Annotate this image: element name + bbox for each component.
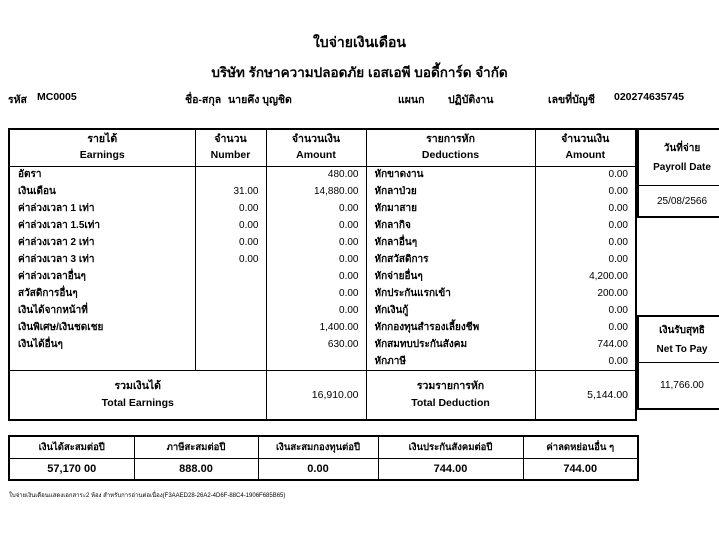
net-pay-label-th: เงินรับสุทธิ — [659, 324, 705, 336]
ytd-tax-header: ภาษีสะสมต่อปี — [134, 436, 258, 458]
earning-label-cell: ค่าล่วงเวลา 3 เท่า — [9, 251, 195, 268]
table-row — [9, 319, 636, 336]
deductions-column-header — [366, 129, 535, 166]
deduction-label-cell: หักลากิจ — [366, 217, 535, 234]
number-header-en: Number — [210, 148, 251, 161]
deduction-label-cell: หักสวัสดิการ — [366, 251, 535, 268]
deduction-amount-cell: 0.00 — [535, 217, 636, 234]
number-header-th: จำนวน — [214, 133, 247, 145]
ytd-income-value: 57,170 00 — [9, 458, 134, 480]
ytd-fund-header: เงินสะสมกองทุนต่อปี — [258, 436, 378, 458]
table-row — [9, 353, 636, 370]
deductions-header-en: Deductions — [421, 148, 480, 161]
summary-value-row — [9, 458, 638, 480]
amount-column-header — [266, 129, 366, 166]
earning-label-cell: อัตรา — [9, 166, 195, 183]
earning-label-cell: เงินพิเศษ/เงินชดเชย — [9, 319, 195, 336]
deduction-label-cell: หักเงินกู้ — [366, 302, 535, 319]
earning-amount-cell: 1,400.00 — [266, 319, 366, 336]
number-column-header — [195, 129, 266, 166]
total-earnings-label — [9, 370, 266, 420]
deduction-label-cell: หักสมทบประกันสังคม — [366, 336, 535, 353]
earning-amount-cell: 0.00 — [266, 302, 366, 319]
table-row — [9, 183, 636, 200]
deduction-amount-cell: 4,200.00 — [535, 268, 636, 285]
account-number-value: 020274635745 — [614, 91, 685, 103]
earning-label-cell: สวัสดิการอื่นๆ — [9, 285, 195, 302]
earning-label-cell — [9, 353, 195, 370]
table-row — [9, 166, 636, 183]
earning-amount-cell — [266, 353, 366, 370]
totals-row — [9, 370, 636, 420]
summary-header-row — [9, 436, 638, 458]
deduction-label-cell: หักประกันแรกเข้า — [366, 285, 535, 302]
payroll-date-box — [637, 128, 719, 218]
total-deduction-label — [366, 370, 535, 420]
ytd-social-security-header: เงินประกันสังคมต่อปี — [378, 436, 523, 458]
earnings-deductions-table — [8, 128, 637, 421]
payroll-date-label-en: Payroll Date — [653, 161, 711, 173]
account-number-label: เลขที่บัญชี — [548, 94, 595, 106]
table-row — [9, 251, 636, 268]
earning-amount-cell: 0.00 — [266, 200, 366, 217]
earnings-header-th: รายได้ — [87, 133, 118, 145]
earning-number-cell — [195, 302, 266, 319]
employee-code-label: รหัส — [8, 94, 27, 106]
deduction-label-cell: หักจ่ายอื่นๆ — [366, 268, 535, 285]
earning-label-cell: เงินได้อื่นๆ — [9, 336, 195, 353]
earning-label-cell: ค่าล่วงเวลา 1 เท่า — [9, 200, 195, 217]
other-allowance-header: ค่าลดหย่อนอื่น ๆ — [523, 436, 638, 458]
table-row — [9, 217, 636, 234]
earning-amount-cell: 0.00 — [266, 251, 366, 268]
net-pay-label-en: Net To Pay — [656, 343, 708, 355]
earning-number-cell — [195, 166, 266, 183]
earning-label-cell: เงินเดือน — [9, 183, 195, 200]
deduction-amount-header-en: Amount — [565, 148, 606, 161]
deduction-amount-cell: 0.00 — [535, 234, 636, 251]
earning-label-cell: ค่าล่วงเวลา 2 เท่า — [9, 234, 195, 251]
deduction-amount-cell: 0.00 — [535, 183, 636, 200]
net-pay-value: 11,766.00 — [660, 380, 704, 391]
department-label: แผนก — [398, 94, 425, 106]
table-row — [9, 285, 636, 302]
ytd-income-header: เงินได้สะสมต่อปี — [9, 436, 134, 458]
deduction-amount-cell: 0.00 — [535, 353, 636, 370]
payroll-date-label-th: วันที่จ่าย — [663, 142, 701, 154]
earning-label-cell: ค่าล่วงเวลา 1.5เท่า — [9, 217, 195, 234]
deduction-amount-cell: 0.00 — [535, 302, 636, 319]
payroll-date-header — [639, 130, 719, 186]
deduction-amount-column-header — [535, 129, 636, 166]
total-deduction-value: 5,144.00 — [535, 370, 636, 420]
ytd-tax-value: 888.00 — [134, 458, 258, 480]
deduction-label-cell: หักลาอื่นๆ — [366, 234, 535, 251]
earning-amount-cell: 480.00 — [266, 166, 366, 183]
net-pay-box — [637, 315, 719, 410]
earning-amount-cell: 0.00 — [266, 217, 366, 234]
earning-label-cell: เงินได้จากหน้าที่ — [9, 302, 195, 319]
deduction-label-cell: หักลาป่วย — [366, 183, 535, 200]
earning-number-cell: 0.00 — [195, 217, 266, 234]
earning-number-cell — [195, 268, 266, 285]
deduction-amount-header-th: จำนวนเงิน — [561, 133, 610, 145]
earnings-header-en: Earnings — [79, 148, 125, 161]
side-panel — [637, 128, 719, 410]
deduction-amount-cell: 0.00 — [535, 200, 636, 217]
earning-amount-cell: 0.00 — [266, 234, 366, 251]
earning-number-cell — [195, 319, 266, 336]
deduction-label-cell: หักกองทุนสำรองเลี้ยงชีพ — [366, 319, 535, 336]
ytd-fund-value: 0.00 — [258, 458, 378, 480]
net-pay-header — [639, 317, 719, 363]
amount-header-th: จำนวนเงิน — [291, 133, 341, 145]
total-earnings-label-th: รวมเงินได้ — [114, 379, 161, 392]
table-row — [9, 234, 636, 251]
deduction-label-cell: หักขาดงาน — [366, 166, 535, 183]
earning-amount-cell: 14,880.00 — [266, 183, 366, 200]
table-header-row — [9, 129, 636, 166]
employee-info-row — [0, 91, 719, 107]
table-row — [9, 200, 636, 217]
main-table-body — [9, 166, 636, 370]
department-value: ปฏิบัติงาน — [448, 94, 494, 106]
earnings-column-header — [9, 129, 195, 166]
total-earnings-value: 16,910.00 — [266, 370, 366, 420]
deduction-amount-cell: 0.00 — [535, 251, 636, 268]
table-row — [9, 336, 636, 353]
amount-header-en: Amount — [296, 148, 336, 161]
deduction-label-cell: หักภาษี — [366, 353, 535, 370]
table-row — [9, 302, 636, 319]
deduction-amount-cell: 200.00 — [535, 285, 636, 302]
earning-amount-cell: 630.00 — [266, 336, 366, 353]
earning-number-cell: 0.00 — [195, 251, 266, 268]
deduction-label-cell: หักมาสาย — [366, 200, 535, 217]
earning-label-cell: ค่าล่วงเวลาอื่นๆ — [9, 268, 195, 285]
deduction-amount-cell: 744.00 — [535, 336, 636, 353]
earning-number-cell: 0.00 — [195, 234, 266, 251]
earning-number-cell: 0.00 — [195, 200, 266, 217]
total-deduction-label-en: Total Deduction — [411, 396, 490, 409]
total-deduction-label-th: รวมรายการหัก — [416, 379, 485, 392]
payroll-date-value: 25/08/2566 — [656, 195, 708, 207]
footer-note: ใบจ่ายเงินเดือนแสดงเอกสาระ2 ห้อง สำหรับการอ่านต่อเนื่อง(F3AAED28-26A2-4D6F-88C4-1906F685B65) — [9, 493, 286, 499]
ytd-social-security-value: 744.00 — [378, 458, 523, 480]
page-title: ใบจ่ายเงินเดือน — [312, 34, 407, 50]
deduction-amount-cell: 0.00 — [535, 319, 636, 336]
table-row — [9, 268, 636, 285]
earning-amount-cell: 0.00 — [266, 285, 366, 302]
other-allowance-value: 744.00 — [523, 458, 638, 480]
total-earnings-label-en: Total Earnings — [101, 396, 174, 409]
deductions-header-th: รายการหัก — [426, 133, 475, 145]
yearly-summary-table — [8, 435, 639, 481]
employee-code-value: MC0005 — [37, 91, 77, 103]
company-name: บริษัท รักษาความปลอดภัย เอสเอพี บอดี้การ์ด จำกัด — [211, 65, 508, 80]
employee-name-value: นายคึง บุญชิด — [228, 94, 292, 106]
earning-number-cell: 31.00 — [195, 183, 266, 200]
earning-amount-cell: 0.00 — [266, 268, 366, 285]
employee-name-label: ชื่อ-สกุล — [185, 94, 222, 106]
earning-number-cell — [195, 336, 266, 353]
earning-number-cell — [195, 285, 266, 302]
deduction-amount-cell: 0.00 — [535, 166, 636, 183]
earning-number-cell — [195, 353, 266, 370]
